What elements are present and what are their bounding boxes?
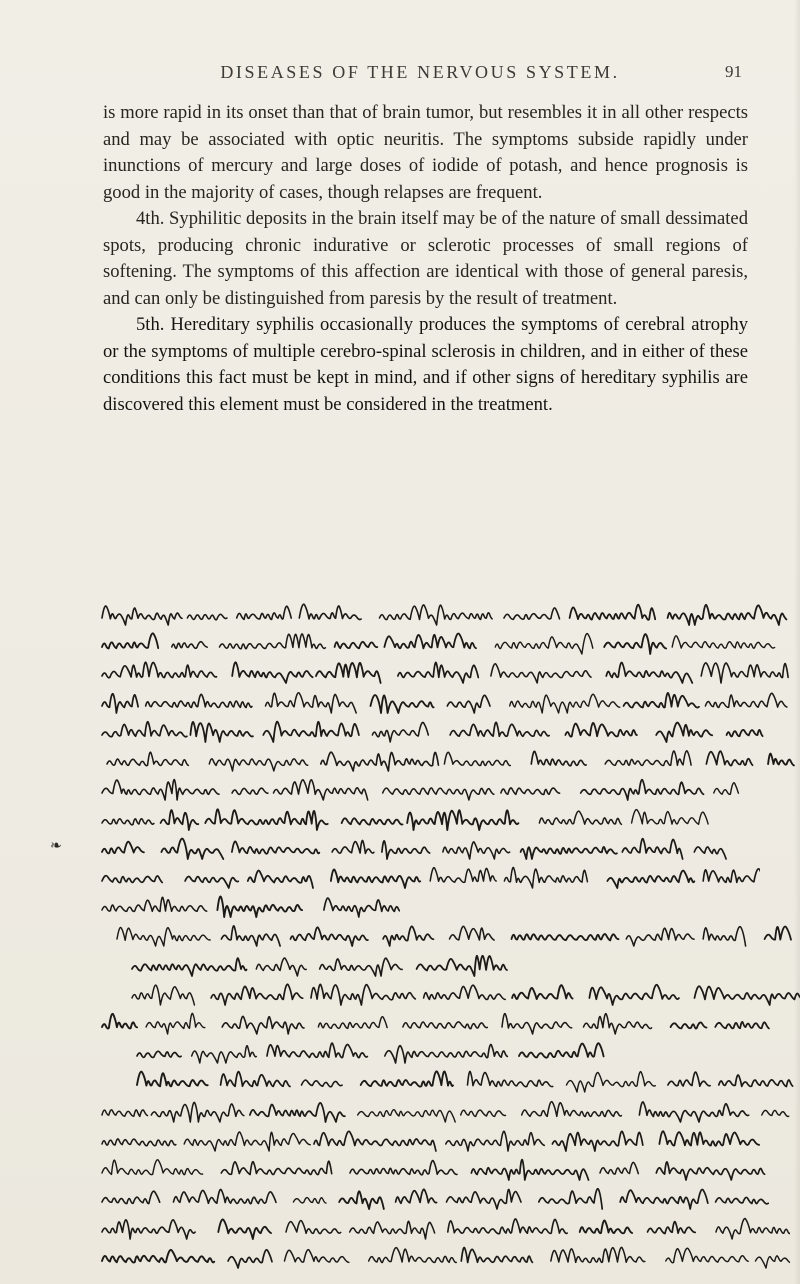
handwriting-stroke-icon (115, 919, 795, 949)
handwritten-word (146, 694, 252, 707)
handwritten-word (632, 809, 709, 824)
handwritten-word (371, 695, 434, 713)
handwritten-word (450, 927, 495, 941)
running-head (100, 62, 740, 88)
handwritten-word (604, 634, 666, 654)
handwritten-word (519, 1043, 604, 1057)
handwritten-word (756, 1256, 791, 1268)
handwritten-word (461, 1110, 506, 1116)
handwritten-word (361, 1072, 453, 1087)
handwritten-word (407, 810, 518, 830)
handwritten-word (209, 759, 307, 771)
handwritten-word (335, 642, 378, 649)
handwriting-stroke-icon (100, 1124, 790, 1154)
handwritten-word (232, 663, 312, 684)
handwritten-word (716, 1198, 769, 1204)
handwritten-word (372, 722, 428, 742)
handwritten-word (510, 694, 620, 713)
handwritten-word (648, 1221, 696, 1233)
handwritten-word (765, 927, 791, 940)
handwritten-word (495, 634, 593, 654)
handwritten-word (398, 663, 478, 684)
printed-text (103, 100, 748, 418)
handwritten-word (263, 721, 359, 741)
handwritten-word (285, 1249, 349, 1262)
handwritten-word (551, 1247, 645, 1262)
handwritten-word (512, 985, 573, 999)
handwritten-word (382, 841, 430, 859)
handwritten-word (424, 985, 506, 999)
handwritten-word (701, 663, 788, 683)
handwritten-word (132, 958, 247, 976)
handwritten-word (299, 604, 361, 619)
handwritten-word (607, 871, 694, 888)
handwritten-word (446, 1131, 545, 1151)
handwritten-word (211, 984, 303, 1005)
handwritten-word (584, 1014, 652, 1034)
handwritten-word (187, 614, 227, 619)
handwritten-word (622, 838, 682, 858)
handwritten-word (512, 934, 619, 940)
handwritten-word (714, 783, 739, 795)
handwriting-stroke-icon (100, 832, 730, 862)
handwritten-word (221, 1072, 290, 1087)
handwritten-word (580, 1220, 633, 1233)
handwritten-word (358, 1109, 456, 1121)
handwritten-word (450, 722, 549, 736)
handwritten-word (102, 1192, 160, 1204)
handwriting-stroke-icon (100, 1182, 790, 1212)
handwritten-word (137, 1072, 208, 1087)
handwritten-word (350, 1221, 435, 1239)
handwritten-word (468, 1072, 553, 1087)
handwritten-word (314, 1131, 436, 1151)
margin-ornament-icon: ❧ (50, 838, 62, 854)
handwriting-stroke-icon (130, 949, 510, 979)
handwritten-word (501, 788, 560, 795)
handwritten-word (102, 1160, 203, 1175)
handwritten-word (286, 1220, 341, 1233)
handwritten-word (589, 985, 679, 1005)
paragraph-syphilitic-deposits: 4th. Syphilitic deposits in the brain itself may be of the nature of small dessimated spots, producing chronic indurative or sclerotic processes of small regions of softening. The symptoms of this affection are identical with those of general paresis, and can only be distinguished from paresis by the result of treatment. (103, 208, 748, 309)
handwritten-word (668, 605, 787, 625)
handwriting-stroke-icon (100, 627, 790, 657)
handwritten-line (100, 1153, 790, 1183)
handwritten-notes (95, 598, 795, 1284)
handwritten-word (656, 722, 712, 741)
handwritten-word (339, 1192, 384, 1210)
handwritten-line (100, 832, 730, 862)
handwritten-word (132, 985, 194, 1005)
handwritten-word (137, 1052, 181, 1058)
handwriting-stroke-icon (100, 715, 790, 745)
handwritten-line (100, 890, 400, 920)
handwritten-line (100, 1182, 790, 1212)
handwritten-line (100, 686, 790, 716)
handwriting-stroke-icon (100, 656, 790, 686)
handwritten-word (185, 876, 238, 887)
handwritten-word (221, 1161, 331, 1174)
handwritten-line (100, 1212, 790, 1242)
handwritten-word (384, 634, 476, 649)
handwriting-stroke-icon (100, 1153, 790, 1183)
handwritten-word (316, 663, 381, 683)
handwritten-word (383, 927, 433, 947)
handwriting-stroke-icon (100, 1095, 790, 1125)
handwritten-word (342, 818, 403, 824)
handwritten-word (706, 751, 752, 765)
handwritten-word (102, 841, 144, 853)
handwritten-word (102, 1250, 214, 1263)
handwritten-word (320, 958, 402, 976)
handwritten-word (161, 838, 223, 858)
handwritten-word (332, 840, 374, 853)
handwriting-stroke-icon (100, 598, 790, 628)
handwritten-word (102, 1219, 195, 1238)
handwritten-word (666, 1248, 748, 1263)
handwriting-stroke-icon (100, 861, 760, 891)
handwritten-line (100, 598, 790, 628)
handwritten-word (102, 876, 162, 883)
page-number: 91 (725, 62, 742, 81)
handwritten-line (130, 949, 510, 979)
handwritten-word (567, 1072, 656, 1092)
handwritten-word (102, 780, 219, 800)
handwritten-word (491, 664, 591, 683)
handwritten-line (105, 744, 795, 774)
handwritten-word (248, 870, 313, 887)
handwritten-word (311, 984, 415, 1005)
handwritten-word (705, 693, 787, 707)
handwritten-word (274, 780, 368, 800)
handwritten-word (565, 723, 637, 737)
handwritten-word (318, 1017, 387, 1029)
handwritten-word (695, 986, 800, 1005)
handwritten-word (539, 1189, 602, 1209)
handwritten-word (232, 788, 268, 794)
handwritten-word (581, 780, 704, 800)
handwritten-line (130, 978, 800, 1008)
handwritten-word (447, 1190, 522, 1210)
handwritten-line (100, 656, 790, 686)
handwritten-word (668, 1072, 710, 1086)
handwritten-word (293, 1198, 326, 1204)
handwritten-word (504, 608, 560, 619)
handwriting-stroke-icon (100, 1241, 790, 1271)
handwritten-word (531, 751, 586, 765)
handwriting-stroke-icon (100, 1007, 770, 1037)
handwritten-line (100, 1095, 790, 1125)
handwritten-word (237, 606, 292, 619)
running-title: DISEASES OF THE NERVOUS SYSTEM. (220, 62, 620, 82)
handwritten-word (250, 1103, 345, 1122)
handwritten-word (146, 1013, 205, 1034)
handwritten-word (504, 867, 587, 888)
handwritten-word (102, 818, 154, 824)
paragraph-hereditary-syphilis: 5th. Hereditary syphilis occasionally produces the symptoms of cerebral atrophy or the symptoms of multiple cerebro-spinal sclerosis in children, and in either of these conditions this fact must be kept in mind, and if other signs of hereditary syphilis are discovered this element must be considered in the treatment. (103, 314, 748, 415)
handwritten-word (703, 869, 760, 883)
handwritten-word (256, 958, 306, 976)
handwritten-line (100, 1241, 790, 1271)
handwritten-word (102, 606, 182, 625)
handwritten-word (671, 1022, 707, 1028)
handwritten-word (727, 730, 763, 737)
handwritten-word (539, 811, 621, 824)
handwritten-word (716, 1218, 790, 1238)
handwritten-word (232, 841, 319, 853)
handwritten-word (522, 1101, 622, 1116)
handwritten-word (321, 752, 439, 771)
handwritten-word (444, 752, 510, 765)
handwritten-word (430, 868, 496, 883)
handwritten-word (448, 1218, 567, 1233)
handwritten-word (719, 1075, 793, 1087)
handwritten-word (570, 605, 656, 620)
handwritten-word (102, 1014, 137, 1029)
handwritten-word (385, 1045, 508, 1064)
handwritten-line (135, 1036, 605, 1066)
handwritten-word (703, 927, 745, 946)
handwritten-word (107, 752, 188, 765)
handwriting-stroke-icon (100, 890, 400, 920)
handwriting-stroke-icon (105, 744, 795, 774)
handwritten-word (302, 1081, 343, 1088)
handwritten-word (217, 897, 302, 917)
handwritten-word (403, 1022, 487, 1029)
handwritten-line (100, 715, 790, 745)
handwriting-stroke-icon (135, 1036, 605, 1066)
handwritten-word (417, 955, 507, 975)
handwritten-word (102, 634, 158, 649)
handwritten-word (324, 898, 400, 917)
handwritten-word (102, 663, 217, 678)
handwritten-word (192, 1046, 257, 1063)
handwriting-stroke-icon (135, 1065, 795, 1095)
handwritten-word (443, 842, 510, 859)
handwritten-word (624, 693, 700, 708)
handwritten-word (768, 754, 794, 766)
handwritten-word (620, 1190, 708, 1209)
handwritten-word (606, 663, 692, 684)
handwritten-word (267, 1043, 367, 1058)
handwritten-word (161, 810, 199, 830)
handwritten-word (151, 1102, 244, 1122)
handwritten-word (396, 1190, 437, 1204)
handwritten-word (447, 695, 490, 713)
handwritten-word (102, 722, 187, 737)
handwritten-word (331, 869, 420, 888)
handwritten-word (184, 1132, 310, 1151)
handwritten-word (600, 1162, 638, 1174)
handwriting-stroke-icon (100, 773, 740, 803)
handwritten-word (471, 1160, 588, 1180)
handwritten-word (672, 636, 774, 648)
handwritten-word (762, 1110, 789, 1116)
handwritten-word (190, 722, 253, 742)
handwritten-word (605, 751, 691, 766)
handwritten-word (102, 897, 207, 911)
handwritten-line (135, 1065, 795, 1095)
handwritten-word (383, 788, 494, 800)
handwritten-word (228, 1250, 272, 1268)
handwritten-word (117, 928, 210, 947)
handwritten-word (552, 1131, 642, 1151)
handwritten-word (461, 1247, 532, 1262)
handwritten-line (100, 1124, 790, 1154)
handwritten-word (350, 1161, 457, 1175)
page-edge-shadow (794, 0, 800, 1284)
handwriting-stroke-icon (130, 978, 800, 1008)
handwritten-line (100, 861, 760, 891)
handwritten-line (115, 919, 795, 949)
handwritten-word (102, 1139, 176, 1146)
handwritten-word (291, 928, 368, 947)
handwritten-word (659, 1131, 759, 1146)
handwriting-stroke-icon (100, 1212, 790, 1242)
handwritten-word (521, 847, 617, 859)
handwritten-word (102, 1110, 148, 1117)
handwritten-word (205, 809, 327, 830)
handwritten-word (626, 929, 694, 947)
handwritten-word (715, 1022, 769, 1029)
handwritten-word (221, 926, 280, 946)
handwriting-stroke-icon (100, 686, 790, 716)
handwritten-word (218, 1219, 271, 1239)
handwritten-word (220, 634, 326, 649)
handwritten-word (694, 847, 726, 859)
handwritten-word (172, 642, 207, 649)
handwritten-line (100, 1007, 770, 1037)
handwritten-line (100, 773, 740, 803)
handwritten-line (100, 627, 790, 657)
handwritten-word (380, 605, 493, 625)
handwritten-word (222, 1016, 304, 1034)
handwritten-word (266, 692, 357, 712)
handwritten-line (100, 803, 730, 833)
handwritten-word (174, 1190, 277, 1204)
handwritten-word (502, 1014, 572, 1034)
handwriting-stroke-icon (100, 803, 730, 833)
paragraph-continuation: is more rapid in its onset than that of brain tumor, but resembles it in all other respects and may be associated with optic neuritis. The symptoms subside rapidly under inunctions of mercury and large doses of iodide of potash, and hence prognosis is good in the majority of cases, though relapses are frequent. (103, 102, 748, 203)
handwritten-word (656, 1162, 764, 1180)
handwritten-word (102, 693, 138, 712)
handwritten-word (369, 1247, 457, 1262)
handwritten-word (639, 1102, 748, 1122)
